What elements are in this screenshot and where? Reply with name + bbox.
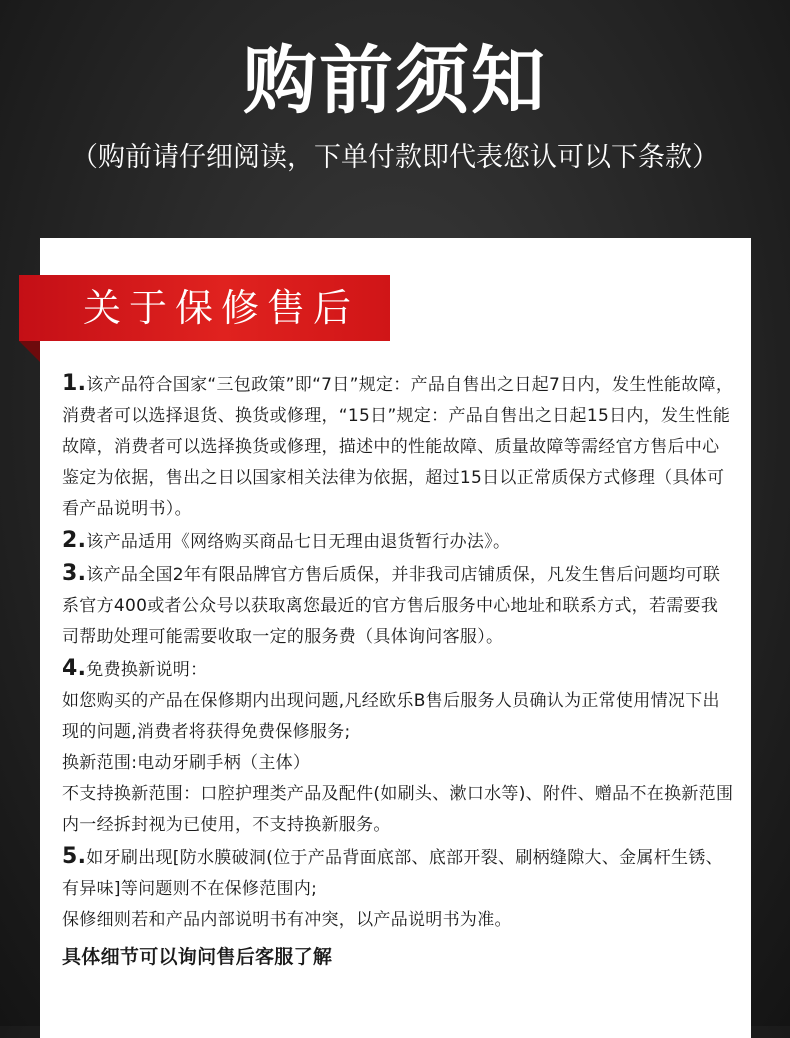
term-detail: 保修细则若和产品内部说明书有冲突，以产品说明书为准。 <box>62 910 512 930</box>
term-number: 4. <box>62 656 87 681</box>
term-item-1 <box>62 368 734 525</box>
term-text: 该产品全国2年有限品牌官方售后质保，并非我司店铺质保，凡发生售后问题均可联系官方400或者公众号以获取离您最近的官方售后服务中心地址和联系方式，若需要我司帮助处理可能需要收取一定的服务费（具体询问客服）。 <box>62 565 721 647</box>
term-item-2 <box>62 525 734 558</box>
term-text: 免费换新说明： <box>86 660 208 680</box>
terms-body <box>62 368 734 973</box>
page-title: 购前须知 <box>243 38 547 124</box>
term-number: 3. <box>62 561 87 586</box>
banner-fold <box>19 341 40 362</box>
term-item-3 <box>62 558 734 653</box>
term-text: 如牙刷出现[防水膜破洞(位于产品背面底部、底部开裂、刷柄缝隙大、金属杆生锈、有异味]等问题则不在保修范围内; <box>62 848 723 899</box>
term-text: 该产品符合国家“三包政策”即“7日”规定：产品自售出之日起7日内，发生性能故障，消费者可以选择退货、换货或修理，“15日”规定：产品自售出之日起15日内，发生性能故障，消费者可以选择换货或修理，描述中的性能故障、质量故障等需经官方售后中心鉴定为依据，售出之日以国家相关法律为依据，超过15日以正常质保方式修理（具体可看产品说明书）。 <box>62 375 734 519</box>
term-item-5 <box>62 841 734 905</box>
term-number: 2. <box>62 528 87 553</box>
page-subtitle: （购前请仔细阅读，下单付款即代表您认可以下条款） <box>71 142 719 173</box>
term-number: 5. <box>62 844 87 869</box>
term-item-4 <box>62 653 734 686</box>
term-number: 1. <box>62 371 87 396</box>
term-detail: 如您购买的产品在保修期内出现问题,凡经欧乐B售后服务人员确认为正常使用情况下出现的问题,消费者将获得免费保修服务; <box>62 691 720 742</box>
closing-note: 具体细节可以询问售后客服了解 <box>62 946 333 968</box>
term-text: 该产品适用《网络购买商品七日无理由退货暂行办法》。 <box>86 532 511 552</box>
section-title: 关于保修售后 <box>83 286 360 330</box>
term-detail: 换新范围:电动牙刷手柄（主体） <box>62 753 311 773</box>
section-banner <box>19 275 390 341</box>
term-detail: 不支持换新范围：口腔护理类产品及配件(如刷头、漱口水等)、附件、赠品不在换新范围内一经拆封视为已使用，不支持换新服务。 <box>62 784 734 835</box>
